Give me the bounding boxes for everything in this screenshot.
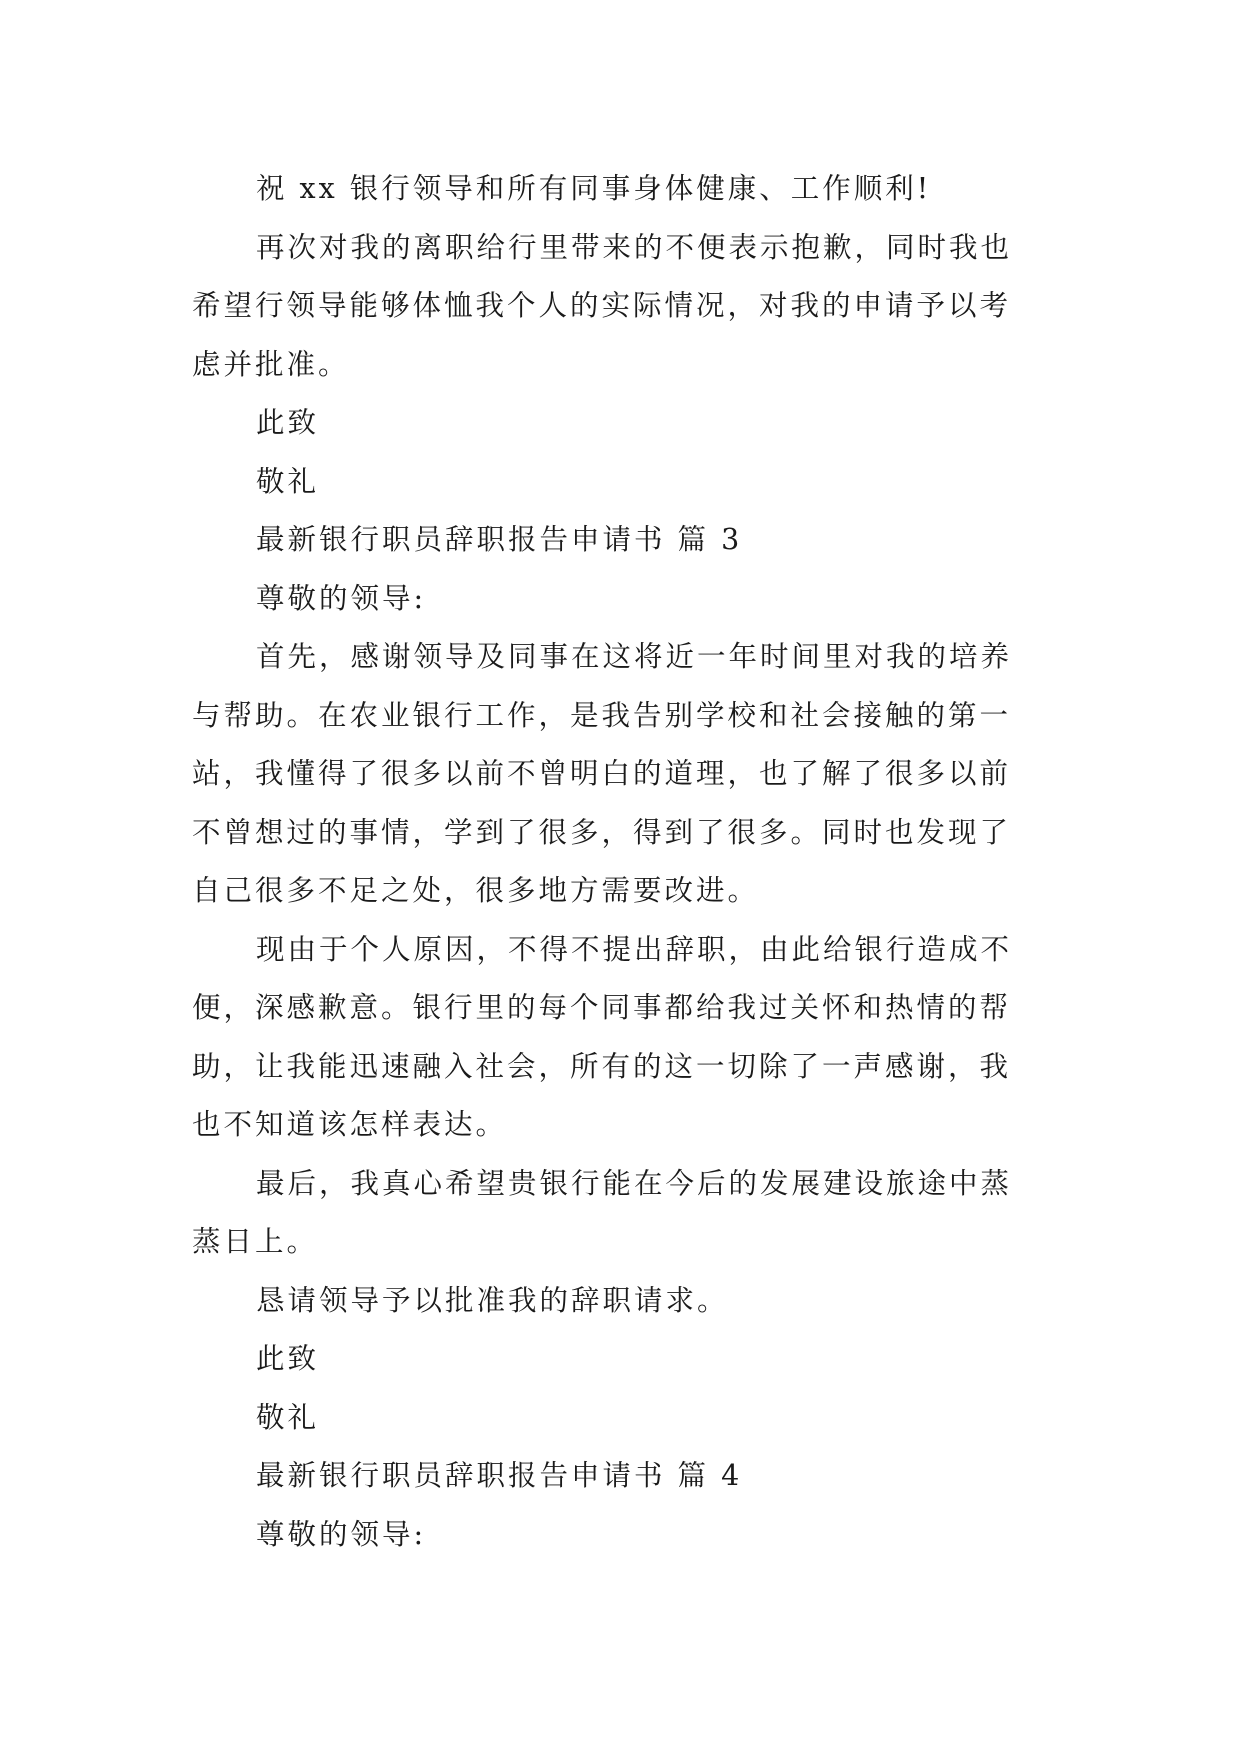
- greeting: [192, 1506, 1062, 1565]
- paragraph: [192, 1272, 1062, 1331]
- paragraph: [192, 219, 1062, 395]
- paragraph-line: 现由于个人原因，不得不提出辞职，由此给银行造成不: [256, 932, 1013, 966]
- greeting: [192, 570, 1062, 629]
- closing-salutation: [192, 394, 1062, 453]
- paragraph: [192, 628, 1062, 921]
- paragraph: [192, 1155, 1062, 1272]
- section-heading-text: 最新银行职员辞职报告申请书 篇 3: [256, 523, 743, 556]
- paragraph-line: 再次对我的离职给行里带来的不便表示抱歉，同时我也: [256, 230, 1013, 264]
- paragraph-line: 希望行领导能够体恤我个人的实际情况，对我的申请予以考: [192, 289, 1012, 322]
- paragraph: [192, 160, 1062, 219]
- paragraph-line: 便，深感歉意。银行里的每个同事都给我过关怀和热情的帮: [192, 991, 1012, 1024]
- closing-regards: [192, 1389, 1062, 1448]
- closing-regards: [192, 453, 1062, 512]
- paragraph-line: 自己很多不足之处，很多地方需要改进。: [192, 874, 760, 907]
- paragraph-line: 助，让我能迅速融入社会，所有的这一切除了一声感谢，我: [192, 1049, 1012, 1083]
- paragraph-line: 不曾想过的事情，学到了很多，得到了很多。同时也发现了: [192, 815, 1012, 849]
- paragraph-line: 站，我懂得了很多以前不曾明白的道理，也了解了很多以前: [192, 757, 1012, 790]
- paragraph-line: 敬礼: [256, 464, 320, 498]
- paragraph-line: 此致: [256, 1342, 320, 1375]
- section-heading: [192, 511, 1062, 570]
- paragraph-line: 恳请领导予以批准我的辞职请求。: [256, 1283, 729, 1317]
- paragraph-line: 蒸日上。: [192, 1225, 319, 1258]
- paragraph-line: 祝 xx 银行领导和所有同事身体健康、工作顺利!: [256, 172, 932, 205]
- paragraph-line: 首先，感谢领导及同事在这将近一年时间里对我的培养: [256, 640, 1013, 673]
- paragraph-line: 敬礼: [256, 1400, 320, 1434]
- section-heading-text: 最新银行职员辞职报告申请书 篇 4: [256, 1459, 743, 1492]
- section-heading: [192, 1447, 1062, 1506]
- paragraph-line: 与帮助。在农业银行工作，是我告别学校和社会接触的第一: [192, 698, 1012, 732]
- paragraph-line: 此致: [256, 406, 320, 439]
- document-body: [192, 160, 1062, 1564]
- paragraph: [192, 921, 1062, 1155]
- paragraph-line: 尊敬的领导:: [256, 1517, 427, 1551]
- paragraph-line: 也不知道该怎样表达。: [192, 1108, 508, 1141]
- paragraph-line: 虑并批准。: [192, 347, 350, 381]
- closing-salutation: [192, 1330, 1062, 1389]
- paragraph-line: 最后，我真心希望贵银行能在今后的发展建设旅途中蒸: [256, 1166, 1013, 1200]
- paragraph-line: 尊敬的领导:: [256, 581, 427, 615]
